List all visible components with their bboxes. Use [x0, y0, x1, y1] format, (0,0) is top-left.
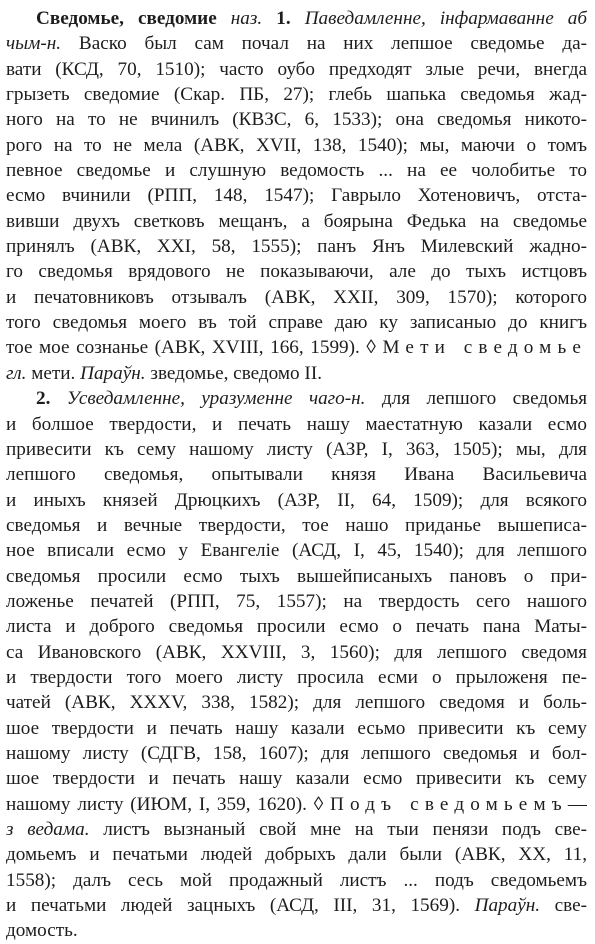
sense-2-number: 2.: [36, 388, 51, 410]
citation-text: тое мое сознанье (АВК, XVIII, 166, 1599).: [6, 337, 360, 359]
text-line: шое твердости и печать нашу казали есмо привесити къ сему: [6, 768, 587, 790]
text-line: есмо вчинили (РПП, 148, 1547); Гаврыло Хотеновичъ, отста-: [6, 185, 587, 207]
sense-1-number: 1.: [276, 8, 291, 29]
text-line: вивши двухъ светковъ мещанъ, а боярына Федька на сведомье: [6, 210, 587, 232]
entry-first-line: [6, 6, 587, 31]
text-line: [6, 817, 587, 842]
text-line: 1558); далъ сесь мой продажный листъ ... подъ сведомьемъ: [6, 869, 587, 891]
text-line: ного на то не вчинилъ (КВЗС, 6, 1533); она сведомья никото-: [6, 109, 587, 131]
citation-text: Васко был сам почал на них лепшое сведомье да-: [78, 33, 587, 55]
text-line: принялъ (АВК, XXI, 58, 1555); панъ Янъ Милевский жадно-: [6, 236, 587, 258]
sense-1-gloss: Паведамленне, інфармаванне аб: [304, 8, 587, 29]
text-line: и печатовниковъ отзывалъ (АВК, XXII, 309, 1570); которого: [6, 286, 587, 308]
text-line: нашому листу (СДГВ, 158, 1607); для лепшого сведомья и бол-: [6, 742, 587, 764]
part-of-speech: наз.: [230, 8, 263, 29]
sense-1-gloss-cont: чым-н.: [6, 33, 62, 55]
text-line: сведомья просили есмо тыхъ вышейписаныхъ пановъ о при-: [6, 565, 587, 587]
text-line: домьемъ и печатьми людей добрыхъ дали были (АВК, XX, 11,: [6, 844, 587, 866]
text-line: грызеть сведомие (Скар. ПБ, 27); глебь шапька сведомья жад-: [6, 84, 587, 106]
text-line: и твердости того моего листу просила есми о прыложеня пе-: [6, 666, 587, 688]
text-line: нашому листу (ИЮМ, I, 359, 1620). ◊ Подъ сведомьемъ—: [6, 793, 587, 815]
text-line: [6, 893, 587, 918]
text-line: ложенье печатей (РПП, 75, 1557); на твердость сего нашого: [6, 590, 587, 612]
text-line: го сведомья врядового не показываючи, але до тыхъ истцовъ: [6, 261, 587, 283]
text-line: привесити къ сему нашому листу (АЗР, I, 363, 1505); мы, для: [6, 438, 587, 460]
citation-text: и печатьми людей зацныхъ (АСД, III, 31, 1569).: [6, 895, 461, 917]
text-line: [6, 361, 587, 386]
sense-2-gloss: Усведамленне, уразуменне чаго-н.: [66, 388, 366, 410]
compare-text: све-: [554, 895, 587, 917]
text-line: чатей (АВК, XXXV, 338, 1582); для лепшого сведомя и боль-: [6, 692, 587, 714]
text-line: и болшое твердости, и печать нашу маестатную казали есмо: [6, 413, 587, 435]
text-line: домость.: [6, 920, 78, 942]
citation-text: для лепшого сведомья: [381, 388, 587, 410]
phrase-dash: —: [567, 793, 587, 815]
text-line: сведомья и вечные твердости, тое нашо приданье вышеписа-: [6, 514, 587, 536]
text-line: и иныхъ князей Дрюцкихъ (АЗР, II, 64, 1509); для всякого: [6, 489, 587, 511]
sense-2-first-line: [6, 386, 587, 411]
compare-label: Параўн.: [474, 895, 541, 917]
text-line: са Ивановского (АВК, XXVIII, 3, 1560); для лепшого сведомя: [6, 641, 587, 663]
text-line: певное сведомье и слушную ведомость ... на ее чолобитье то: [6, 160, 587, 182]
headword: Сведомье, сведомие: [36, 8, 217, 29]
compare-label: Параўн.: [80, 362, 146, 384]
text-line: того сведомья моего въ той справе даю ку записаныо до книгъ: [6, 312, 587, 334]
text-line: рого на то не мела (АВК, XVII, 138, 1540); мы, маючи о томъ: [6, 134, 587, 156]
compare-text: зведомье, сведомо II.: [150, 362, 322, 384]
citation-text: листъ вызнаный свой мне на тыи пенязи подъ све-: [103, 819, 587, 840]
sense-2-phrase: Подъ сведомьемъ: [330, 793, 568, 815]
text-line: лепшого сведомья, опытывали князя Ивана Васильевича: [6, 464, 587, 486]
text-line: ное вписали есмо у Евангеліе (АСД, I, 45, 1540); для лепшого: [6, 540, 587, 562]
sense-1-phrase: Мети сведомье: [382, 337, 587, 359]
sense-2-phrase-gloss: з ведама.: [6, 819, 90, 840]
text-line: листа и доброго сведомья просили есмо о печать пана Маты-: [6, 616, 587, 638]
text-line: вати (КСД, 70, 1510); часто оубо предходят злые речи, внегда: [6, 58, 587, 80]
text-line: [6, 31, 587, 56]
text-line: шое твердости и печать нашу казали есьмо привесити къ сему: [6, 717, 587, 739]
phrase-grammar: гл.: [6, 362, 27, 384]
phrase-head: мети.: [31, 362, 76, 384]
citation-text: нашому листу (ИЮМ, I, 359, 1620).: [6, 793, 307, 815]
text-line: тое мое сознанье (АВК, XVIII, 166, 1599). ◊ Мети сведомье: [6, 337, 587, 359]
